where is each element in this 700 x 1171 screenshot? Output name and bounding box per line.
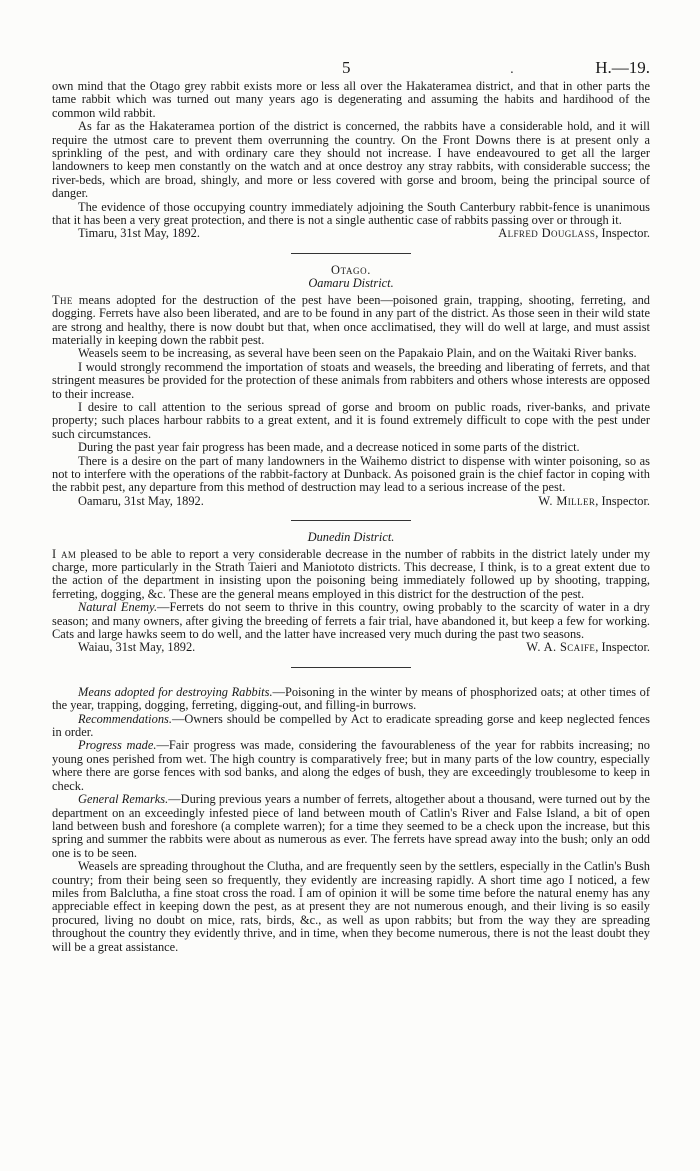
paragraph-text: —Ferrets do not seem to thrive in this country, owing probably to the scarcity of water in a dry season; and many owners, after giving the breeding of ferrets a fair trial, have abandoned it, but keep a few for working. Cats and large hawks seem to do well, and the latter have increased very much during the past two seasons.	[52, 600, 650, 642]
page-reference: H.—19.	[595, 58, 650, 77]
place-date: Oamaru, 31st May, 1892.	[78, 493, 204, 508]
signatory-name: W. A. Scaife	[526, 640, 596, 655]
document-body	[52, 80, 650, 954]
signature	[538, 495, 650, 508]
signatory-title: , Inspector.	[595, 640, 650, 655]
paragraph-text: —Poisoning in the winter by means of phosphorized oats; at other times of the year, trapping, dogging, ferreting, digging-out, and filling-in burrows.	[52, 684, 650, 713]
body-paragraph: I would strongly recommend the importation of stoats and weasels, the breeding and liberating of ferrets, and that stringent measures be provided for the protection of these animals from rabbiters and others whose interests are opposed to their increase.	[52, 359, 650, 401]
district-heading: Oamaru District.	[308, 276, 394, 291]
body-paragraph	[52, 686, 650, 713]
page-header	[52, 0, 650, 80]
section-divider	[291, 520, 411, 521]
paragraph-text: —Owners should be compelled by Act to eradicate spreading gorse and keep neglected fences in order.	[52, 711, 650, 740]
body-paragraph	[52, 548, 650, 602]
signatory-name: W. Miller	[538, 493, 596, 508]
section-divider	[291, 253, 411, 254]
signature-line	[52, 641, 650, 654]
body-paragraph: During the past year fair progress has been made, and a decrease noticed in some parts of the district.	[78, 440, 580, 455]
place-date: Waiau, 31st May, 1892.	[78, 640, 196, 655]
body-paragraph	[52, 601, 650, 641]
signature	[498, 227, 650, 240]
paragraph-label: Means adopted for destroying Rabbits.	[78, 684, 273, 699]
body-paragraph: I desire to call attention to the serious spread of gorse and broom on public roads, river-banks, and private property; such places harbour rabbits to a great extent, and it is found extremely difficult to cope with the pest under such circumstances.	[52, 399, 650, 441]
paragraph-text: —Fair progress was made, considering the favourableness of the year for rabbits increasing; no young ones perished from wet. The high country is comparatively free; but in many parts of the low country, especially where there are gorse fences with sod banks, and along the edges of bush, they are exceedingly troublesome to keep in check.	[52, 738, 650, 793]
section-divider	[291, 667, 411, 668]
intro-paragraph: As far as the Hakateramea portion of the district is concerned, the rabbits have a considerable hold, and it will require the utmost care to prevent them overrunning the country. On the Front Downs there is at present only a sprinkling of the pest, and with ordinary care they should not increase. I have endeavoured to get all the larger landowners to keep men constantly on the watch and at once destroy any stray rabbits, with considerable success; the river-beds, which are broad, shingly, and more or less covered with gorse and broom, being the principal source of danger.	[52, 119, 650, 201]
paragraph-label: Progress made.	[78, 738, 157, 753]
body-paragraph	[52, 713, 650, 740]
signature-line	[52, 495, 650, 508]
paragraph-label: Natural Enemy.	[78, 600, 158, 615]
paragraph-text: —During previous years a number of ferrets, altogether about a thousand, were turned out by the department on an exceedingly infested piece of land between mouth of Catlin's River and False Island, a bit of open land between bush and foreshore (a complete warren); for a time they seemed to be a check upon the increase, but this spring and summer the rabbits were about as numerous as ever. The ferrets have spread away into the bush; only an odd one is to be seen.	[52, 792, 650, 860]
body-paragraph: There is a desire on the part of many landowners in the Waihemo district to dispense with winter poisoning, so as not to interfere with the operations of the rabbit-factory at Dunback. As poisoned grain is the chief factor in coping with the rabbit pest, any departure from this method of destruction may lead to a serious increase of the pest.	[52, 453, 650, 495]
intro-paragraph: The evidence of those occupying country immediately adjoining the South Canterbury rabbit-fence is unanimous that it has been a very great protection, and there is not a single authentic case of rabbits passing over or through it.	[52, 199, 650, 228]
body-paragraph	[52, 739, 650, 793]
header-dot: .	[510, 62, 514, 76]
lead-word: The	[52, 292, 73, 307]
body-paragraph: Weasels are spreading throughout the Clutha, and are frequently seen by the settlers, especially in the Catlin's Bush country; from their being seen so frequently, they evidently are increasing rapidly. A short time ago I noticed, a few miles from Balclutha, a fine stoat cross the road. I am of opinion it will be some time before the natural enemy has any appreciable effect in keeping down the pest, as at present they are not numerous enough, and their living is so easily procured, living no doubt on mice, rats, birds, &c., as well as upon rabbits; but from the way they are spreading throughout the country they evidently thrive, and in time, when they become numerous, there is not the least doubt they will be a great assistance.	[52, 859, 650, 954]
document-page	[52, 0, 650, 954]
signatory-name: Alfred Douglass	[498, 226, 596, 241]
paragraph-label: General Remarks.	[78, 792, 169, 807]
page-number: 5	[342, 58, 351, 77]
signature-line	[52, 227, 650, 240]
signatory-title: , Inspector.	[595, 493, 650, 508]
signature	[526, 641, 650, 654]
signatory-title: , Inspector.	[595, 226, 650, 241]
body-paragraph	[52, 294, 650, 348]
paragraph-text: means adopted for the destruction of the pest have been—poisoned grain, trapping, shooting, ferreting, and dogging. Ferrets have also been liberated, and are to be found in any part of the district. As those seen in their wild state are strong and healthy, there is now doubt but that, when once acclimatised, they will do well at large, and must assist materially in keeping down the rabbit pest.	[52, 292, 650, 347]
intro-paragraph: own mind that the Otago grey rabbit exists more or less all over the Hakateramea district, and that in other parts the tame rabbit which was turned out many years ago is degenerating and assuming the habits and hardihood of the common wild rabbit.	[52, 79, 650, 120]
place-date: Timaru, 31st May, 1892.	[78, 226, 200, 241]
lead-word: I am	[52, 546, 77, 561]
district-heading: Dunedin District.	[307, 530, 395, 545]
body-paragraph: Weasels seem to be increasing, as several have been seen on the Papakaio Plain, and on the Waitaki River banks.	[78, 346, 637, 361]
body-paragraph	[52, 793, 650, 860]
section-heading: Otago.	[331, 262, 371, 277]
paragraph-label: Recommendations.	[78, 711, 172, 726]
paragraph-text: pleased to be able to report a very considerable decrease in the number of rabbits in the district lately under my charge, more particularly in the Strath Taieri and Maniototo districts. This decrease, I think, is to a great extent due to the action of the department in insisting upon the poisoning being immediately followed up by shooting, trapping, ferreting, dogging, &c. These are the general means employed in this district for the destruction of the pest.	[52, 546, 651, 601]
